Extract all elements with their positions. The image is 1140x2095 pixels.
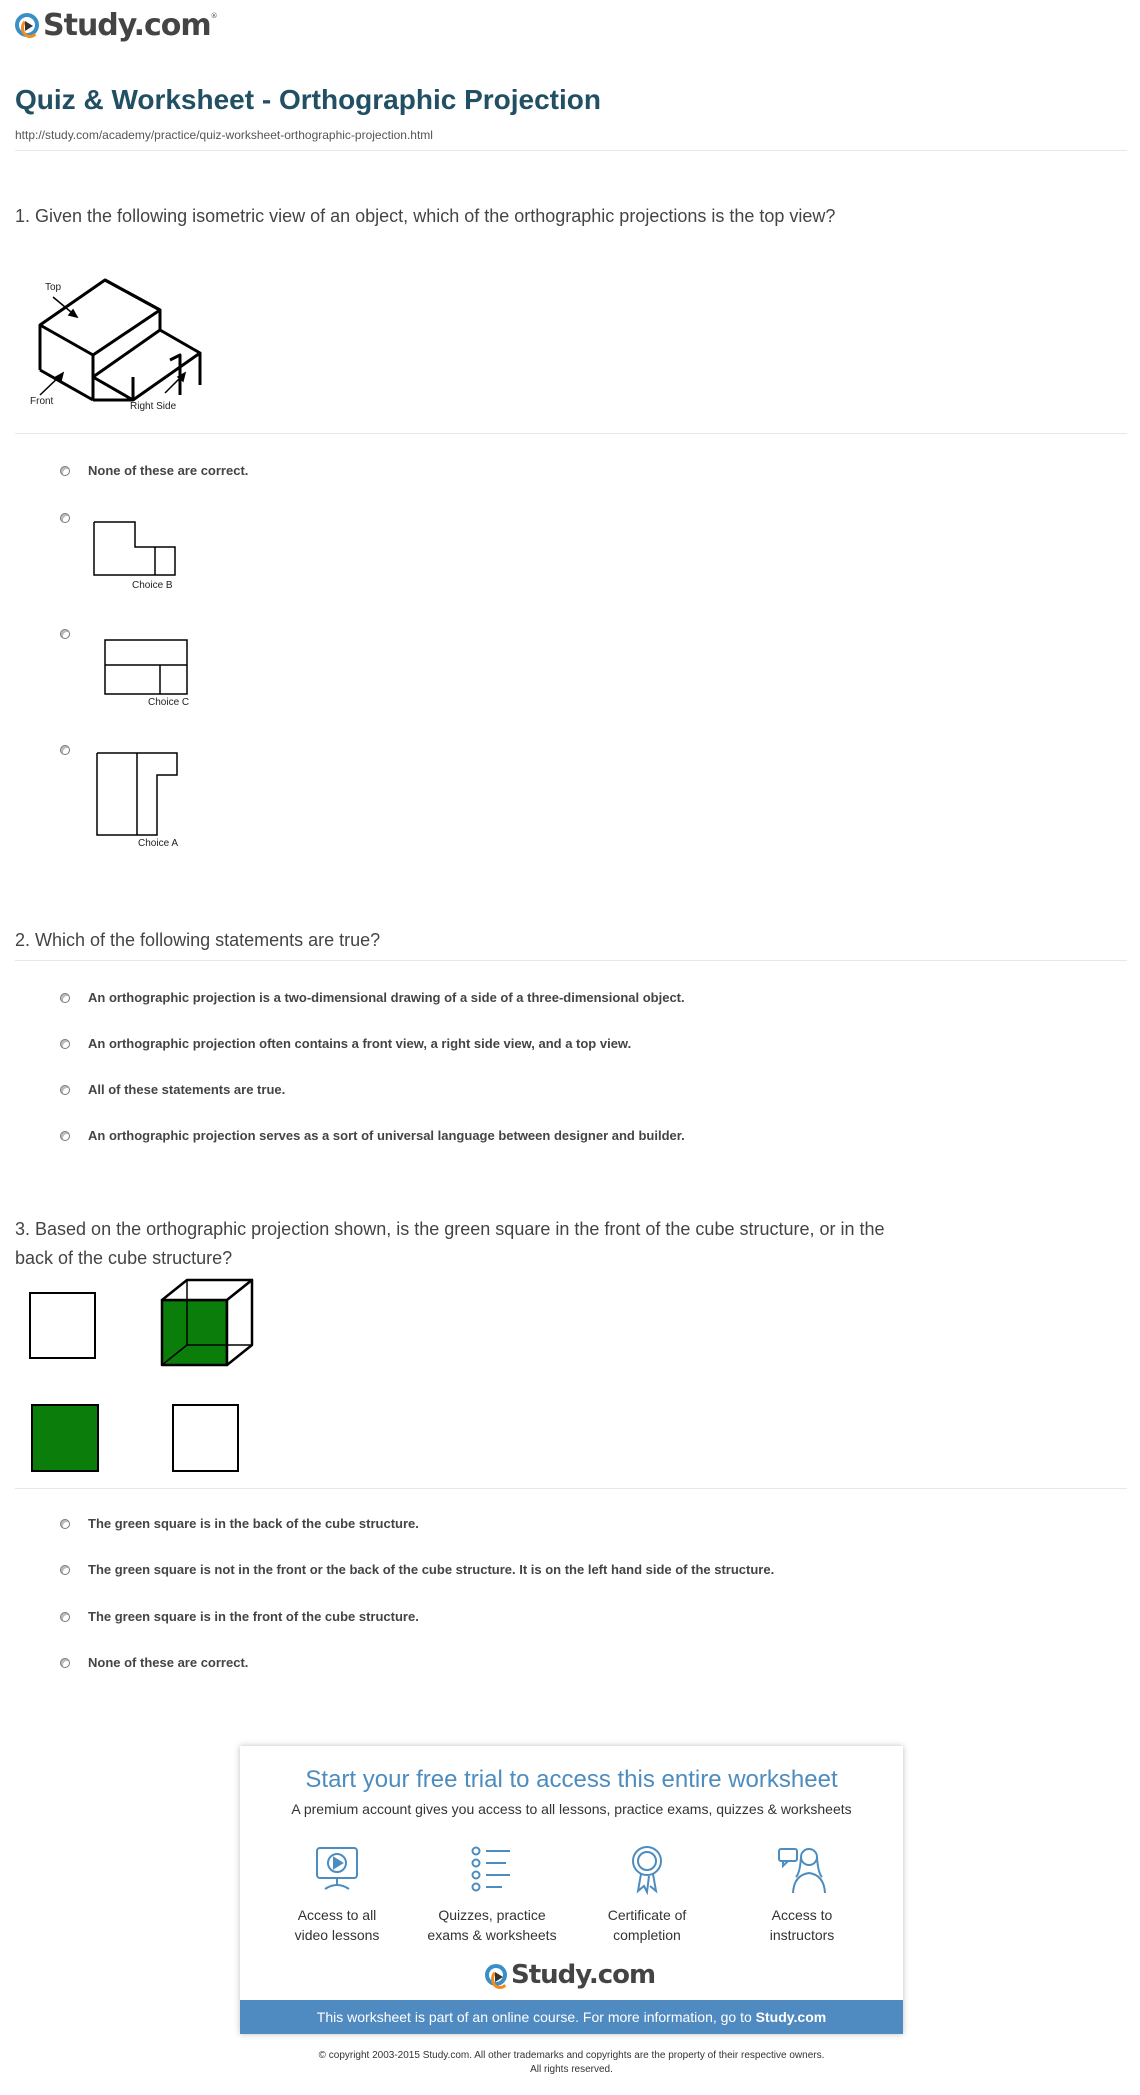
study-logo[interactable] (15, 8, 217, 42)
choice-a-figure (85, 745, 195, 855)
option-text: An orthographic projection often contains a front view, a right side view, and a top view. (88, 1036, 632, 1051)
divider (15, 960, 1127, 961)
logo-trademark: ® (210, 11, 217, 20)
option-text: None of these are correct. (88, 463, 249, 478)
option-q3-d[interactable] (60, 1655, 248, 1670)
question-3-text: 3. Based on the orthographic projection shown, is the green square in the front of the cube structure, or in the back of the cube structure? (15, 1219, 885, 1268)
choice-b-label: Choice B (132, 580, 173, 591)
page-url[interactable]: http://study.com/academy/practice/quiz-worksheet-orthographic-projection.html (15, 128, 433, 142)
ribbon-award-icon (621, 1843, 673, 1895)
option-q3-c[interactable] (60, 1609, 419, 1624)
promo-logo-text: Study.com (511, 1960, 656, 1990)
feature-line: completion (613, 1927, 681, 1943)
feature-quizzes (417, 1843, 567, 1945)
radio-button[interactable] (60, 1519, 70, 1529)
isometric-object-figure (15, 265, 215, 415)
question-1-text: 1. Given the following isometric view of an object, which of the orthographic projections is the top view? (15, 206, 836, 226)
radio-button[interactable] (60, 1565, 70, 1575)
choice-c-figure (95, 630, 205, 710)
divider (15, 1488, 1127, 1489)
radio-button[interactable] (60, 629, 70, 639)
video-monitor-icon (311, 1843, 363, 1895)
radio-button[interactable] (60, 1039, 70, 1049)
feature-line: Access to all (297, 1907, 377, 1923)
radio-button[interactable] (60, 1085, 70, 1095)
promo-info-bar (240, 2000, 903, 2034)
option-text: All of these statements are true. (88, 1082, 286, 1097)
option-q1-b[interactable] (60, 510, 70, 523)
option-q2-c[interactable] (60, 1082, 285, 1097)
feature-certificate (572, 1843, 722, 1945)
checklist-icon (466, 1843, 518, 1895)
divider (15, 150, 1127, 151)
choice-c-label: Choice C (148, 697, 190, 708)
option-text: An orthographic projection serves as a sort of universal language between designer and builder. (88, 1128, 685, 1143)
feature-line: Access to (771, 1907, 833, 1923)
option-q1-d[interactable] (60, 742, 70, 755)
radio-button[interactable] (60, 1658, 70, 1668)
option-q3-a[interactable] (60, 1516, 419, 1531)
feature-line: instructors (769, 1927, 835, 1943)
question-2-text: 2. Which of the following statements are true? (15, 930, 381, 950)
copyright-line: All rights reserved. (530, 2064, 613, 2075)
option-text: An orthographic projection is a two-dimensional drawing of a side of a three-dimensional object. (88, 990, 685, 1005)
top-label: Top (45, 282, 62, 293)
feature-line: Quizzes, practice (438, 1907, 546, 1923)
option-text: The green square is in the front of the cube structure. (88, 1609, 419, 1624)
cube-projection-figure (20, 1276, 260, 1481)
promo-bar-link[interactable]: Study.com (755, 2009, 827, 2025)
promo-bar-text: This worksheet is part of an online course. For more information, go to (316, 2009, 756, 2025)
radio-button[interactable] (60, 745, 70, 755)
feature-instructors (727, 1843, 877, 1945)
copyright (240, 2049, 903, 2077)
play-logo-icon (15, 13, 39, 37)
promo-title[interactable]: Start your free trial to access this entire worksheet (305, 1766, 838, 1793)
option-text: None of these are correct. (88, 1655, 249, 1670)
copyright-line: © copyright 2003-2015 Study.com. All other trademarks and copyrights are the property of their respective owners. (318, 2050, 825, 2061)
option-text: The green square is in the back of the cube structure. (88, 1516, 419, 1531)
choice-b-figure (85, 512, 185, 592)
page-title: Quiz & Worksheet - Orthographic Projection (15, 84, 601, 115)
option-text: The green square is not in the front or the back of the cube structure. It is on the left hand side of the structure. (88, 1562, 775, 1577)
logo-text: Study.com (43, 7, 211, 43)
option-q2-d[interactable] (60, 1128, 685, 1143)
choice-a-label: Choice A (138, 838, 179, 849)
feature-line: video lessons (294, 1927, 380, 1943)
play-logo-icon (485, 1964, 507, 1986)
promo-subtitle: A premium account gives you access to all lessons, practice exams, quizzes & worksheets (291, 1801, 852, 1817)
option-q3-b[interactable] (60, 1562, 774, 1577)
feature-line: exams & worksheets (427, 1927, 557, 1943)
option-q2-a[interactable] (60, 990, 685, 1005)
option-q1-a[interactable] (60, 463, 248, 478)
instructor-chat-icon (776, 1843, 828, 1895)
front-label: Front (30, 396, 54, 407)
promo-study-logo[interactable] (485, 1958, 655, 1992)
radio-button[interactable] (60, 993, 70, 1003)
feature-line: Certificate of (607, 1907, 687, 1923)
right-side-label: Right Side (130, 401, 177, 412)
radio-button[interactable] (60, 1131, 70, 1141)
radio-button[interactable] (60, 466, 70, 476)
divider (15, 433, 1127, 434)
option-q2-b[interactable] (60, 1036, 631, 1051)
radio-button[interactable] (60, 513, 70, 523)
free-trial-promo (240, 1746, 903, 2034)
feature-video-lessons (262, 1843, 412, 1945)
option-q1-c[interactable] (60, 626, 70, 639)
radio-button[interactable] (60, 1612, 70, 1622)
